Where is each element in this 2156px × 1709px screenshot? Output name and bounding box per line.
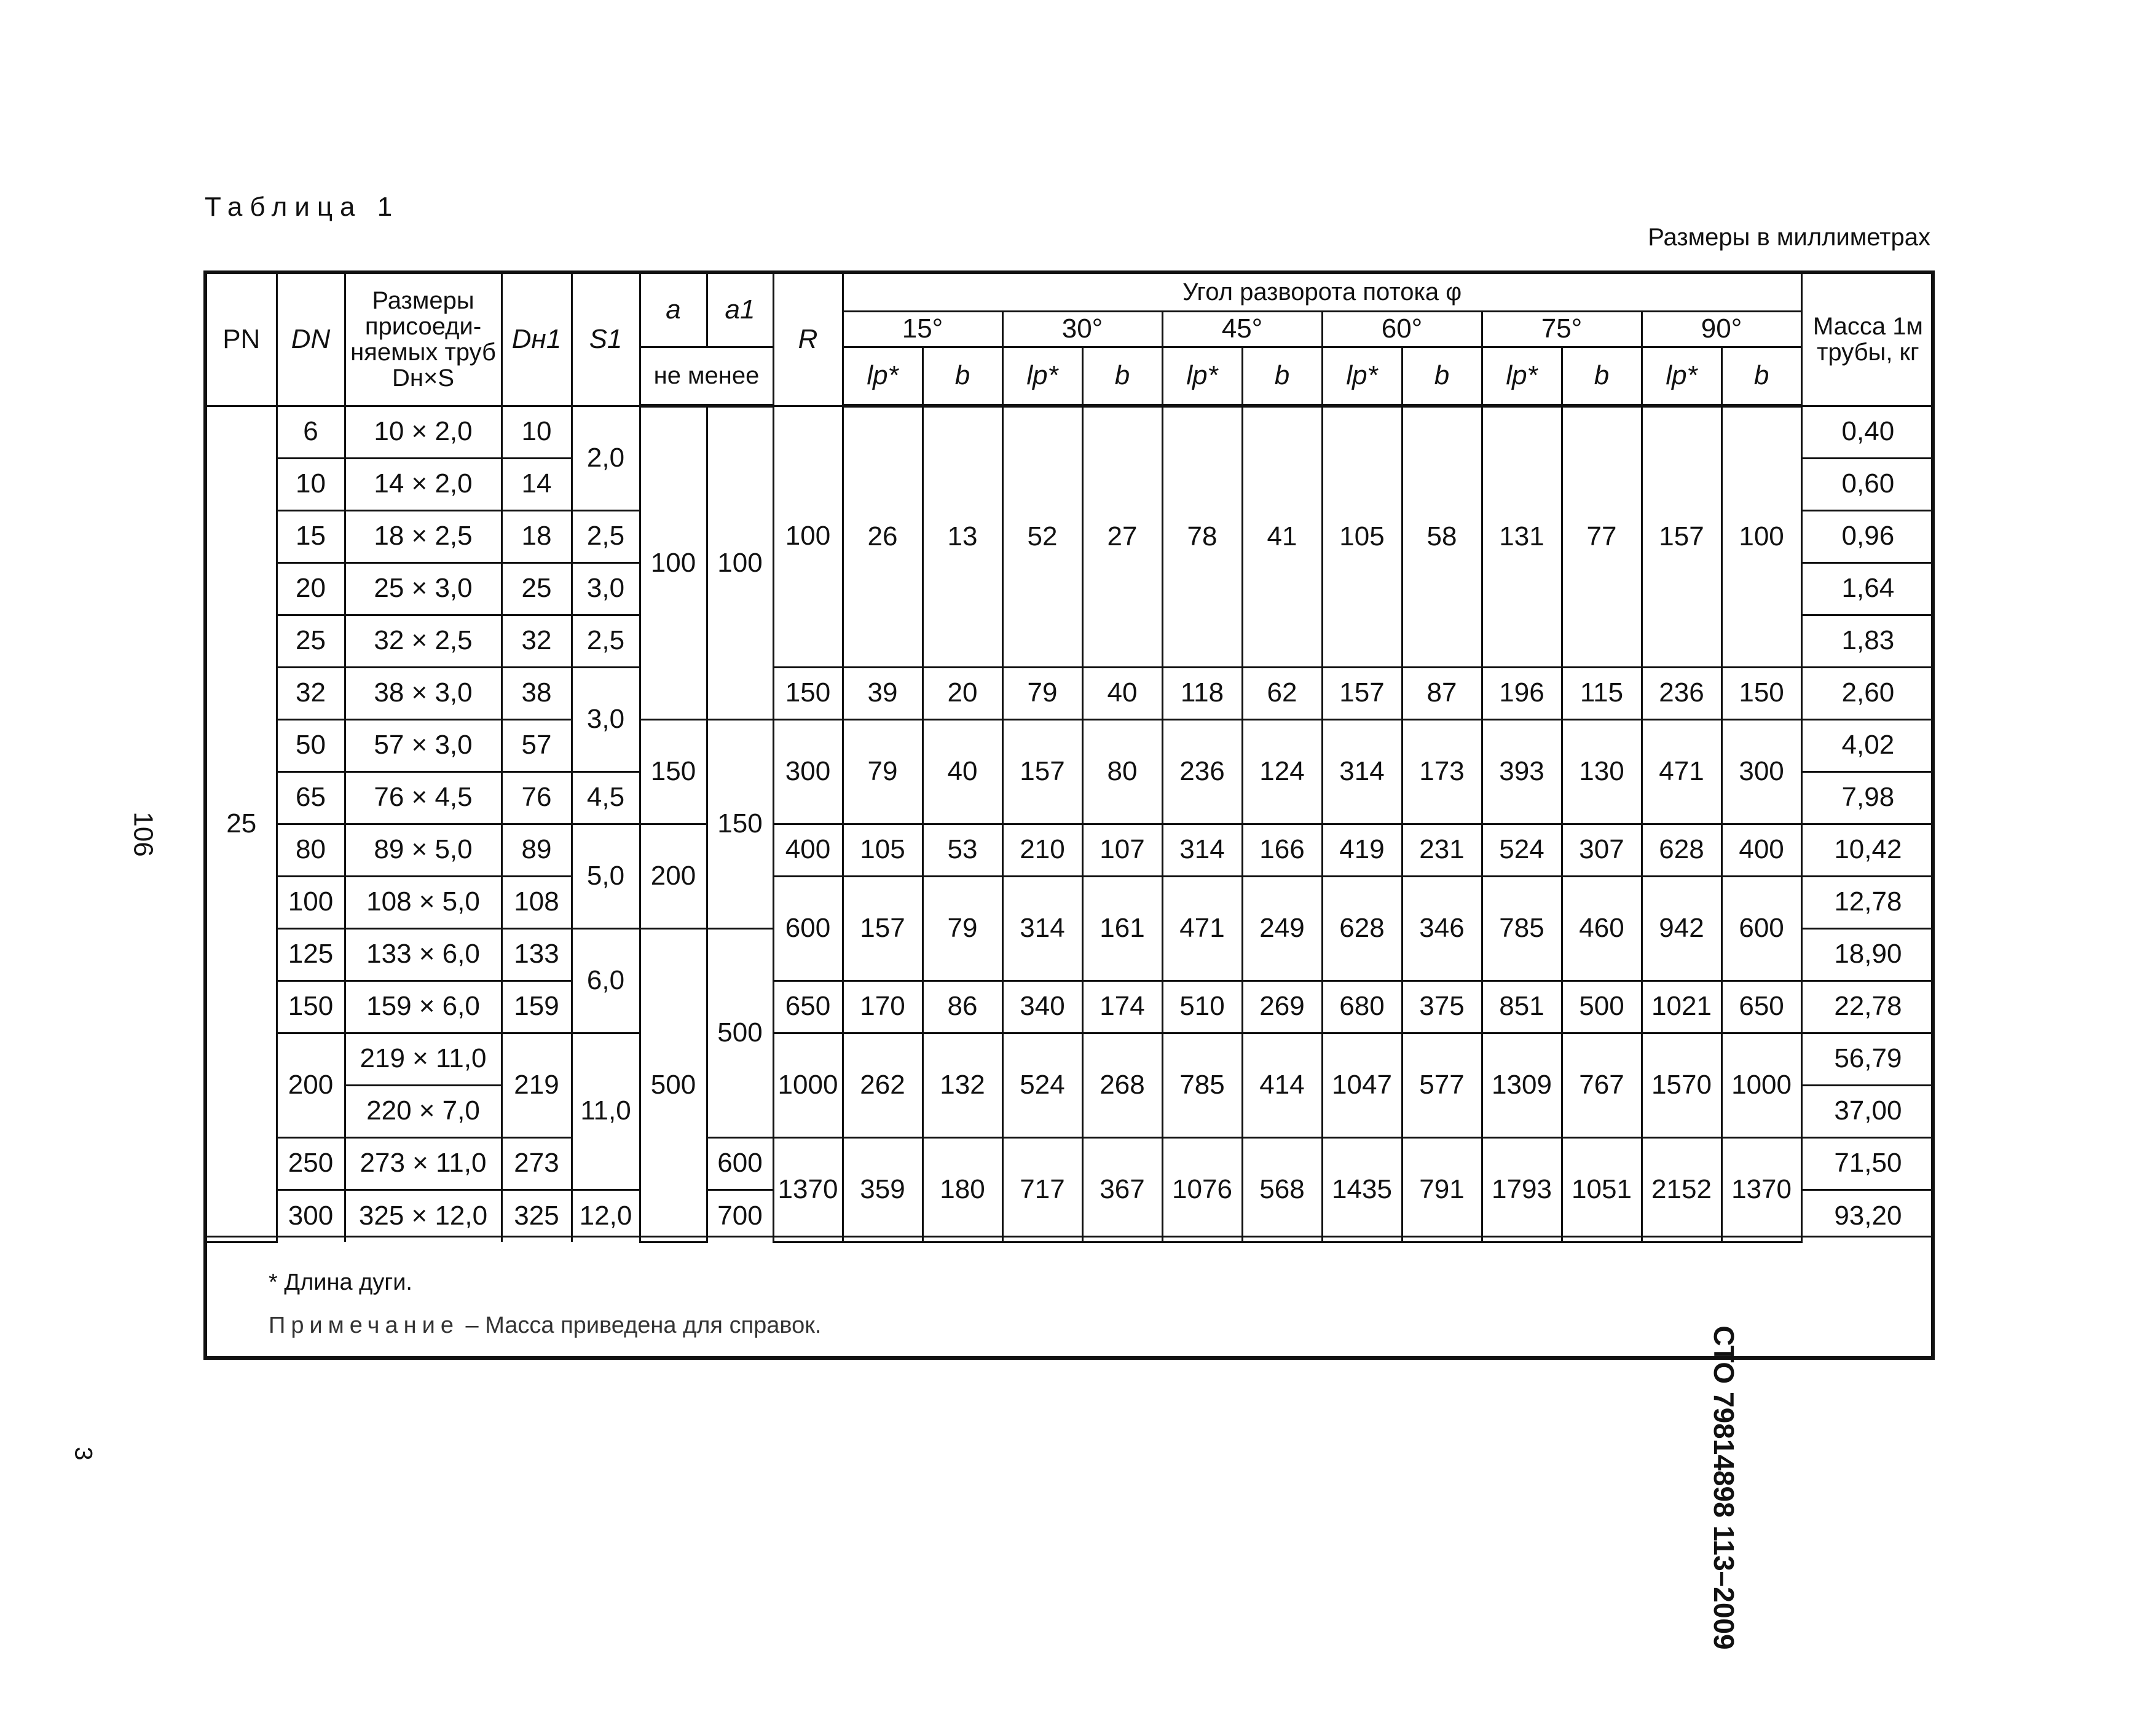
header-angle-75: 75° xyxy=(1482,311,1642,347)
mass-cell: 0,96 xyxy=(1801,510,1934,562)
s1-cell: 5,0 xyxy=(572,824,640,928)
b-value-cell: 400 xyxy=(1721,824,1801,876)
mass-cell: 1,64 xyxy=(1801,562,1934,615)
header-pn: PN xyxy=(207,274,277,406)
lp-value-cell: 851 xyxy=(1482,981,1562,1033)
b-value-cell: 41 xyxy=(1242,406,1322,667)
dh1-cell: 25 xyxy=(502,562,572,615)
lp-value-cell: 157 xyxy=(1322,667,1402,719)
dn-cell: 6 xyxy=(277,406,345,458)
b-value-cell: 87 xyxy=(1402,667,1482,719)
header-angle-45: 45° xyxy=(1162,311,1322,347)
b-value-cell: 58 xyxy=(1402,406,1482,667)
lp-value-cell: 471 xyxy=(1642,719,1721,824)
dn-cell: 200 xyxy=(277,1033,345,1137)
b-value-cell: 100 xyxy=(1721,406,1801,667)
lp-value-cell: 157 xyxy=(1642,406,1721,667)
header-angle-30: 30° xyxy=(1002,311,1162,347)
s1-cell: 6,0 xyxy=(572,928,640,1033)
lp-value-cell: 340 xyxy=(1002,981,1082,1033)
lp-value-cell: 524 xyxy=(1482,824,1562,876)
b-value-cell: 767 xyxy=(1562,1033,1642,1137)
mass-cell: 10,42 xyxy=(1801,824,1934,876)
b-value-cell: 650 xyxy=(1721,981,1801,1033)
b-value-cell: 124 xyxy=(1242,719,1322,824)
lp-value-cell: 39 xyxy=(843,667,923,719)
lp-value-cell: 2152 xyxy=(1642,1137,1721,1242)
b-value-cell: 180 xyxy=(923,1137,1002,1242)
dn-cell: 125 xyxy=(277,928,345,981)
a1-cell: 500 xyxy=(707,928,773,1137)
table-row xyxy=(207,406,1934,458)
header-lp: lp* xyxy=(1482,347,1562,406)
dn-cell: 80 xyxy=(277,824,345,876)
header-angle-60: 60° xyxy=(1322,311,1482,347)
dh1-cell: 57 xyxy=(502,719,572,772)
s1-cell: 3,0 xyxy=(572,667,640,772)
lp-value-cell: 262 xyxy=(843,1033,923,1137)
lp-value-cell: 26 xyxy=(843,406,923,667)
table-row xyxy=(207,1137,1934,1190)
lp-value-cell: 1435 xyxy=(1322,1137,1402,1242)
pipe-size-cell: 10 × 2,0 xyxy=(345,406,502,458)
lp-value-cell: 1793 xyxy=(1482,1137,1562,1242)
page-number-side: 106 xyxy=(128,811,159,857)
pipe-size-cell: 108 × 5,0 xyxy=(345,876,502,928)
header-dn: DN xyxy=(277,274,345,406)
a1-cell: 150 xyxy=(707,719,773,928)
lp-value-cell: 359 xyxy=(843,1137,923,1242)
b-value-cell: 77 xyxy=(1562,406,1642,667)
dh1-cell: 159 xyxy=(502,981,572,1033)
lp-value-cell: 131 xyxy=(1482,406,1562,667)
dimensions-table xyxy=(207,274,1934,1243)
dh1-cell: 325 xyxy=(502,1190,572,1242)
header-a: a xyxy=(640,274,707,347)
header-r: R xyxy=(773,274,843,406)
lp-value-cell: 52 xyxy=(1002,406,1082,667)
b-value-cell: 231 xyxy=(1402,824,1482,876)
dh1-cell: 10 xyxy=(502,406,572,458)
b-value-cell: 367 xyxy=(1082,1137,1162,1242)
b-value-cell: 174 xyxy=(1082,981,1162,1033)
b-value-cell: 150 xyxy=(1721,667,1801,719)
a-cell: 100 xyxy=(640,406,707,719)
page-number-bottom: 3 xyxy=(69,1447,97,1461)
dh1-cell: 38 xyxy=(502,667,572,719)
b-value-cell: 53 xyxy=(923,824,1002,876)
lp-value-cell: 314 xyxy=(1002,876,1082,981)
b-value-cell: 115 xyxy=(1562,667,1642,719)
lp-value-cell: 118 xyxy=(1162,667,1242,719)
a-cell: 150 xyxy=(640,719,707,824)
lp-value-cell: 785 xyxy=(1482,876,1562,981)
dh1-cell: 14 xyxy=(502,458,572,510)
dh1-cell: 89 xyxy=(502,824,572,876)
r-cell: 600 xyxy=(773,876,843,981)
b-value-cell: 40 xyxy=(923,719,1002,824)
lp-value-cell: 157 xyxy=(843,876,923,981)
s1-cell: 11,0 xyxy=(572,1033,640,1190)
mass-cell: 93,20 xyxy=(1801,1190,1934,1242)
header-mass: Масса 1м трубы, кг xyxy=(1801,274,1934,406)
dh1-cell: 273 xyxy=(502,1137,572,1190)
pipe-size-cell: 159 × 6,0 xyxy=(345,981,502,1033)
pipe-size-cell: 273 × 11,0 xyxy=(345,1137,502,1190)
pipe-size-cell: 25 × 3,0 xyxy=(345,562,502,615)
dh1-cell: 76 xyxy=(502,772,572,824)
header-min-label: не менее xyxy=(640,347,773,406)
dn-cell: 10 xyxy=(277,458,345,510)
lp-value-cell: 79 xyxy=(843,719,923,824)
dn-cell: 15 xyxy=(277,510,345,562)
lp-value-cell: 79 xyxy=(1002,667,1082,719)
b-value-cell: 132 xyxy=(923,1033,1002,1137)
b-value-cell: 27 xyxy=(1082,406,1162,667)
lp-value-cell: 393 xyxy=(1482,719,1562,824)
b-value-cell: 80 xyxy=(1082,719,1162,824)
b-value-cell: 375 xyxy=(1402,981,1482,1033)
s1-cell: 2,0 xyxy=(572,406,640,510)
lp-value-cell: 510 xyxy=(1162,981,1242,1033)
r-cell: 1370 xyxy=(773,1137,843,1242)
units-note: Размеры в миллиметрах xyxy=(1648,224,1930,251)
lp-value-cell: 210 xyxy=(1002,824,1082,876)
dn-cell: 100 xyxy=(277,876,345,928)
footnote: * Длина дуги. xyxy=(269,1269,412,1295)
header-lp: lp* xyxy=(843,347,923,406)
s1-cell: 3,0 xyxy=(572,562,640,615)
mass-cell: 56,79 xyxy=(1801,1033,1934,1085)
b-value-cell: 500 xyxy=(1562,981,1642,1033)
table-body xyxy=(207,406,1934,1242)
b-value-cell: 269 xyxy=(1242,981,1322,1033)
dn-cell: 65 xyxy=(277,772,345,824)
b-value-cell: 1000 xyxy=(1721,1033,1801,1137)
a1-cell: 600 xyxy=(707,1137,773,1190)
table-row xyxy=(207,1033,1934,1085)
lp-value-cell: 419 xyxy=(1322,824,1402,876)
r-cell: 100 xyxy=(773,406,843,667)
table-row xyxy=(207,876,1934,928)
lp-value-cell: 785 xyxy=(1162,1033,1242,1137)
table-row xyxy=(207,667,1934,719)
header-b: b xyxy=(1242,347,1322,406)
b-value-cell: 62 xyxy=(1242,667,1322,719)
dh1-cell: 32 xyxy=(502,615,572,667)
header-b: b xyxy=(1402,347,1482,406)
mass-cell: 7,98 xyxy=(1801,772,1934,824)
pipe-size-cell: 133 × 6,0 xyxy=(345,928,502,981)
dn-cell: 25 xyxy=(277,615,345,667)
header-b: b xyxy=(1082,347,1162,406)
mass-cell: 37,00 xyxy=(1801,1085,1934,1137)
lp-value-cell: 524 xyxy=(1002,1033,1082,1137)
a-cell: 500 xyxy=(640,928,707,1242)
lp-value-cell: 628 xyxy=(1642,824,1721,876)
mass-cell: 2,60 xyxy=(1801,667,1934,719)
r-cell: 400 xyxy=(773,824,843,876)
lp-value-cell: 314 xyxy=(1162,824,1242,876)
note-text: – Масса приведена для справок. xyxy=(458,1312,822,1338)
mass-cell: 71,50 xyxy=(1801,1137,1934,1190)
header-b: b xyxy=(1721,347,1801,406)
pipe-size-cell: 76 × 4,5 xyxy=(345,772,502,824)
lp-value-cell: 105 xyxy=(1322,406,1402,667)
b-value-cell: 166 xyxy=(1242,824,1322,876)
table-caption: Таблица 1 xyxy=(205,192,400,222)
r-cell: 1000 xyxy=(773,1033,843,1137)
s1-cell: 2,5 xyxy=(572,615,640,667)
b-value-cell: 1370 xyxy=(1721,1137,1801,1242)
lp-value-cell: 942 xyxy=(1642,876,1721,981)
lp-value-cell: 105 xyxy=(843,824,923,876)
lp-value-cell: 471 xyxy=(1162,876,1242,981)
b-value-cell: 268 xyxy=(1082,1033,1162,1137)
b-value-cell: 460 xyxy=(1562,876,1642,981)
b-value-cell: 346 xyxy=(1402,876,1482,981)
b-value-cell: 40 xyxy=(1082,667,1162,719)
b-value-cell: 130 xyxy=(1562,719,1642,824)
mass-cell: 22,78 xyxy=(1801,981,1934,1033)
pn-cell: 25 xyxy=(207,406,277,1242)
note-line xyxy=(269,1312,822,1339)
lp-value-cell: 157 xyxy=(1002,719,1082,824)
lp-value-cell: 1570 xyxy=(1642,1033,1721,1137)
dh1-cell: 133 xyxy=(502,928,572,981)
dn-cell: 32 xyxy=(277,667,345,719)
mass-cell: 0,60 xyxy=(1801,458,1934,510)
dn-cell: 300 xyxy=(277,1190,345,1242)
header-angle-15: 15° xyxy=(843,311,1002,347)
header-angle-90: 90° xyxy=(1642,311,1801,347)
b-value-cell: 1051 xyxy=(1562,1137,1642,1242)
b-value-cell: 249 xyxy=(1242,876,1322,981)
lp-value-cell: 170 xyxy=(843,981,923,1033)
a1-cell: 100 xyxy=(707,406,773,719)
dn-cell: 20 xyxy=(277,562,345,615)
b-value-cell: 79 xyxy=(923,876,1002,981)
b-value-cell: 791 xyxy=(1402,1137,1482,1242)
header-b: b xyxy=(923,347,1002,406)
pipe-size-cell: 325 × 12,0 xyxy=(345,1190,502,1242)
header-pipe-sizes: Размеры присоеди-няемых труб Dн×S xyxy=(345,274,502,406)
lp-value-cell: 1309 xyxy=(1482,1033,1562,1137)
mass-cell: 1,83 xyxy=(1801,615,1934,667)
table-notes xyxy=(207,1236,1931,1356)
pipe-size-cell: 18 × 2,5 xyxy=(345,510,502,562)
b-value-cell: 86 xyxy=(923,981,1002,1033)
table-row xyxy=(207,824,1934,876)
header-s1: S1 xyxy=(572,274,640,406)
r-cell: 300 xyxy=(773,719,843,824)
b-value-cell: 20 xyxy=(923,667,1002,719)
b-value-cell: 173 xyxy=(1402,719,1482,824)
lp-value-cell: 196 xyxy=(1482,667,1562,719)
header-lp: lp* xyxy=(1002,347,1082,406)
s1-cell: 4,5 xyxy=(572,772,640,824)
lp-value-cell: 1076 xyxy=(1162,1137,1242,1242)
mass-cell: 18,90 xyxy=(1801,928,1934,981)
lp-value-cell: 628 xyxy=(1322,876,1402,981)
table-row xyxy=(207,719,1934,772)
lp-value-cell: 1047 xyxy=(1322,1033,1402,1137)
header-lp: lp* xyxy=(1642,347,1721,406)
header-lp: lp* xyxy=(1162,347,1242,406)
header-lp: lp* xyxy=(1322,347,1402,406)
dn-cell: 250 xyxy=(277,1137,345,1190)
b-value-cell: 13 xyxy=(923,406,1002,667)
mass-cell: 4,02 xyxy=(1801,719,1934,772)
lp-value-cell: 314 xyxy=(1322,719,1402,824)
dh1-cell: 219 xyxy=(502,1033,572,1137)
pipe-size-cell: 14 × 2,0 xyxy=(345,458,502,510)
standard-code: СТО 79814898 113–2009 xyxy=(1708,1325,1740,1650)
pipe-size-cell: 220 × 7,0 xyxy=(345,1085,502,1137)
b-value-cell: 414 xyxy=(1242,1033,1322,1137)
lp-value-cell: 1021 xyxy=(1642,981,1721,1033)
a1-cell: 700 xyxy=(707,1190,773,1242)
b-value-cell: 568 xyxy=(1242,1137,1322,1242)
lp-value-cell: 680 xyxy=(1322,981,1402,1033)
r-cell: 150 xyxy=(773,667,843,719)
header-a1: a1 xyxy=(707,274,773,347)
s1-cell: 12,0 xyxy=(572,1190,640,1242)
lp-value-cell: 717 xyxy=(1002,1137,1082,1242)
dh1-cell: 108 xyxy=(502,876,572,928)
b-value-cell: 577 xyxy=(1402,1033,1482,1137)
b-value-cell: 300 xyxy=(1721,719,1801,824)
note-label: Примечание xyxy=(269,1312,459,1338)
dn-cell: 50 xyxy=(277,719,345,772)
lp-value-cell: 236 xyxy=(1162,719,1242,824)
mass-cell: 12,78 xyxy=(1801,876,1934,928)
a-cell: 200 xyxy=(640,824,707,928)
pipe-size-cell: 89 × 5,0 xyxy=(345,824,502,876)
mass-cell: 0,40 xyxy=(1801,406,1934,458)
header-dh1: Dн1 xyxy=(502,274,572,406)
table-row xyxy=(207,981,1934,1033)
lp-value-cell: 78 xyxy=(1162,406,1242,667)
pipe-size-cell: 32 × 2,5 xyxy=(345,615,502,667)
header-b: b xyxy=(1562,347,1642,406)
pipe-size-cell: 57 × 3,0 xyxy=(345,719,502,772)
b-value-cell: 600 xyxy=(1721,876,1801,981)
b-value-cell: 161 xyxy=(1082,876,1162,981)
header-angle-group: Угол разворота потока φ xyxy=(843,274,1801,311)
dn-cell: 150 xyxy=(277,981,345,1033)
s1-cell: 2,5 xyxy=(572,510,640,562)
r-cell: 650 xyxy=(773,981,843,1033)
pipe-size-cell: 219 × 11,0 xyxy=(345,1033,502,1085)
b-value-cell: 307 xyxy=(1562,824,1642,876)
b-value-cell: 107 xyxy=(1082,824,1162,876)
lp-value-cell: 236 xyxy=(1642,667,1721,719)
pipe-size-cell: 38 × 3,0 xyxy=(345,667,502,719)
table-frame xyxy=(203,270,1935,1360)
dh1-cell: 18 xyxy=(502,510,572,562)
